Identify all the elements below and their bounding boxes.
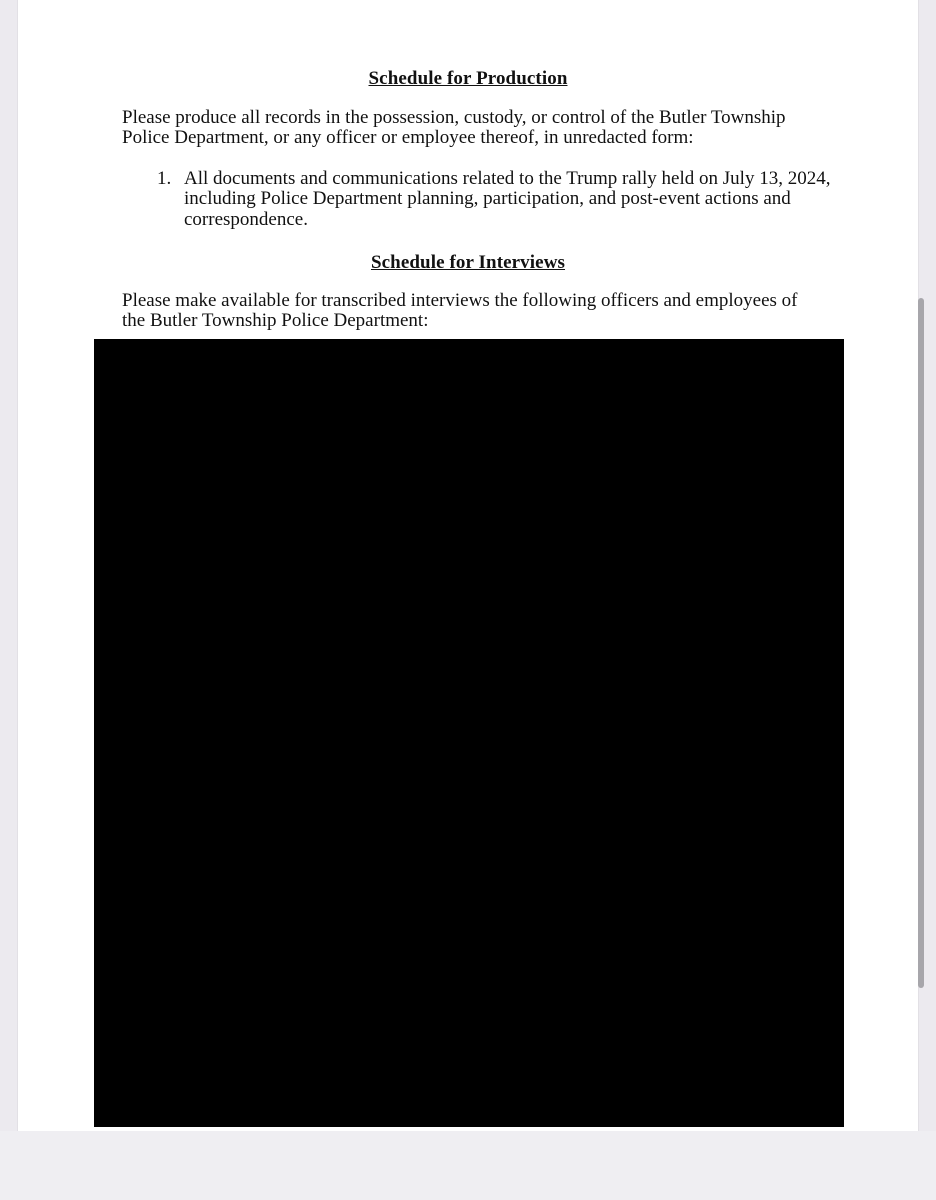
page-content [18,0,918,1131]
list-item: 1. All documents and communications related to the Trump rally held on July 13, 2024, including Police Department planning, participation, and post-event actions and correspondence. [176,169,846,230]
redacted-content-block [94,339,844,1127]
document-page [18,0,918,1131]
production-intro-paragraph: Please produce all records in the possession, custody, or control of the Butler Township Police Department, or any officer or employee thereof, in unredacted form: [122,107,786,149]
vertical-scrollbar-thumb[interactable] [918,298,924,988]
interviews-intro-paragraph: Please make available for transcribed interviews the following officers and employees of the Butler Township Police Department: [122,290,798,332]
production-items-list [146,169,846,230]
section-heading-interviews: Schedule for Interviews [370,252,566,273]
viewer-background-below-page [0,1131,936,1200]
vertical-scrollbar-track[interactable] [922,0,930,1131]
section-heading-production: Schedule for Production [368,68,568,89]
